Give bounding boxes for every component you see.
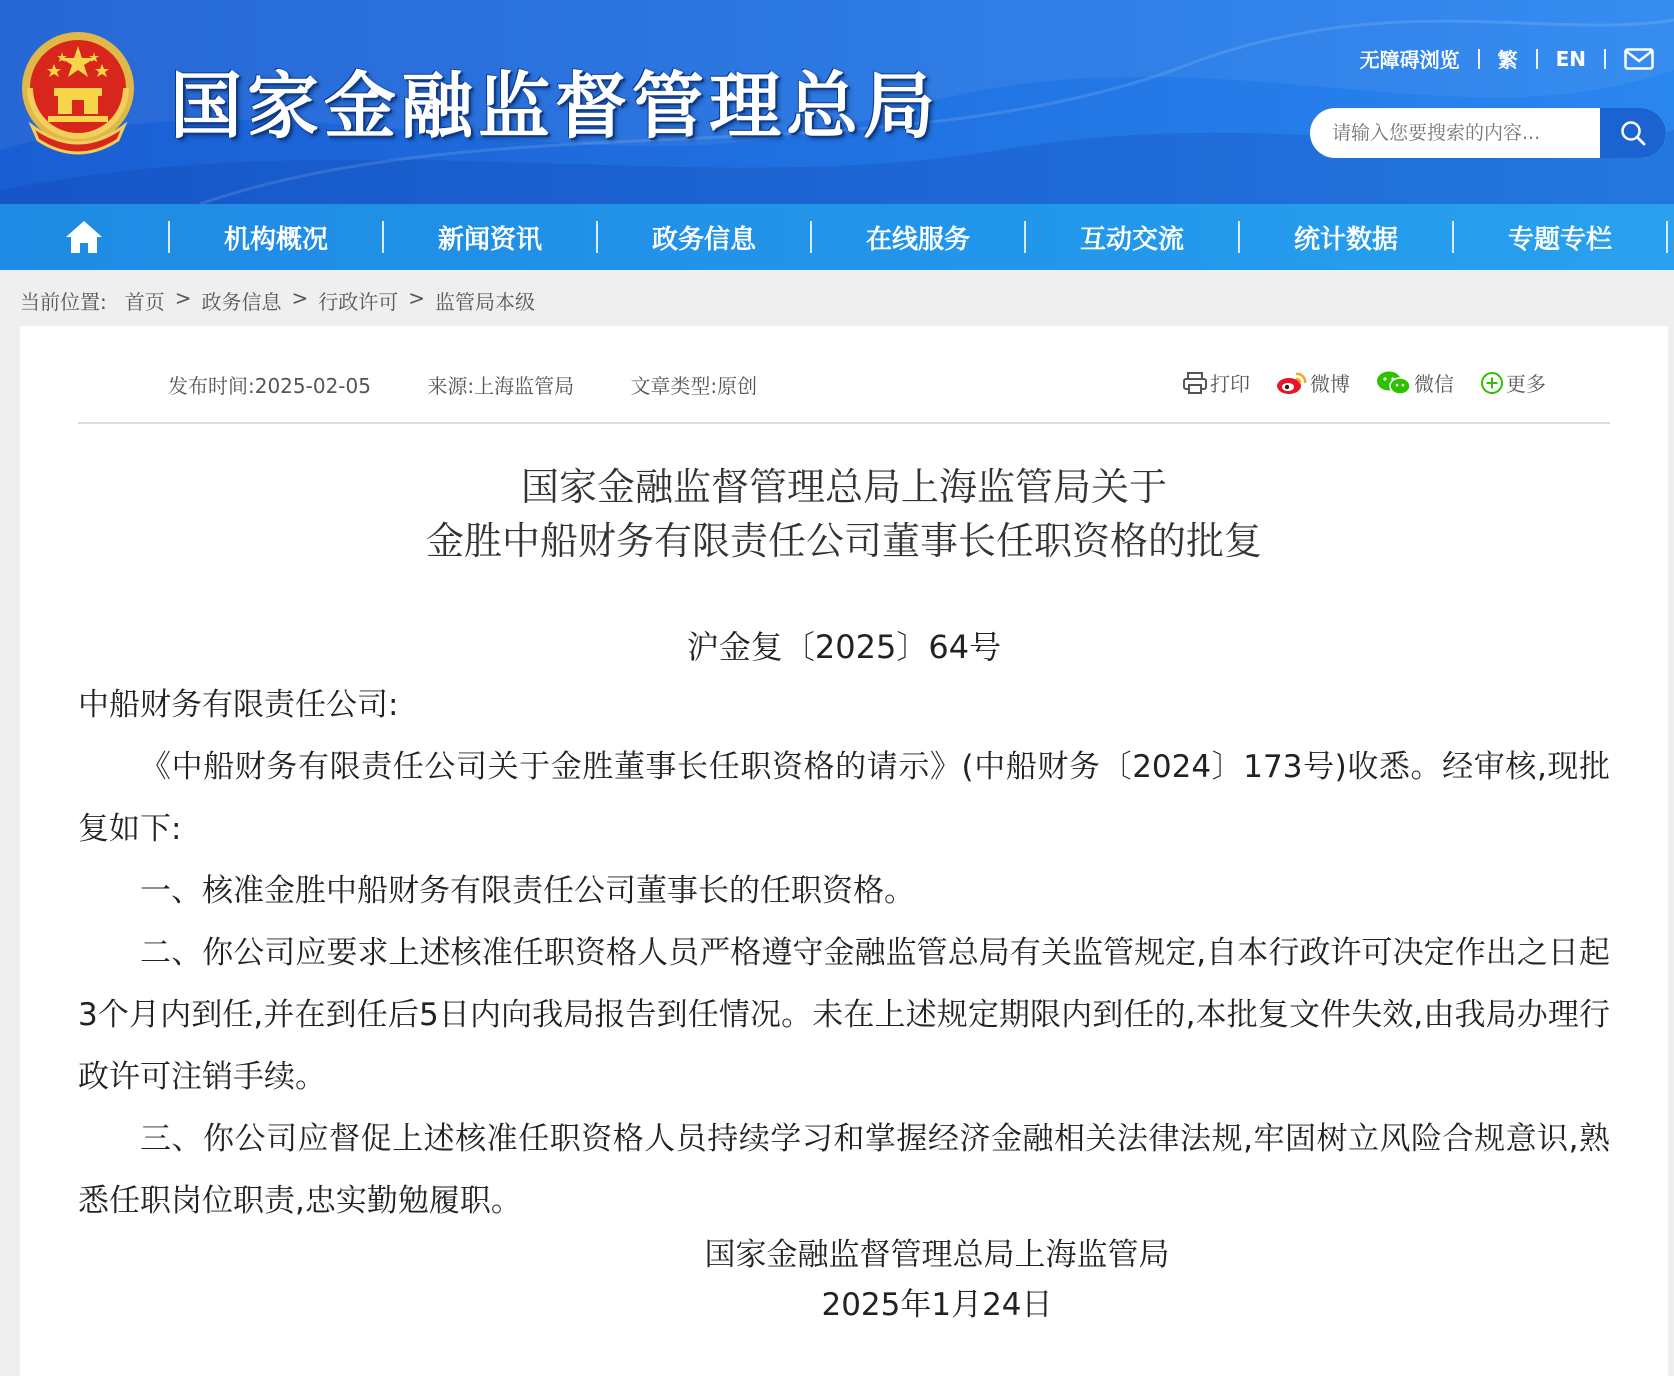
more-label: 更多 — [1506, 372, 1546, 396]
divider — [1536, 49, 1538, 69]
article-source: 来源:上海监管局 — [427, 374, 575, 398]
search-box — [1310, 108, 1666, 158]
site-title[interactable]: 国家金融监督管理总局 — [170, 63, 941, 148]
printer-icon — [1182, 371, 1208, 395]
nav-item-interaction[interactable]: 互动交流 — [1079, 224, 1184, 255]
search-button[interactable] — [1600, 108, 1666, 158]
weibo-label: 微博 — [1310, 372, 1350, 396]
breadcrumb-separator: > — [291, 286, 309, 310]
breadcrumb — [20, 286, 535, 315]
article-title-line-1: 国家金融监督管理总局上海监管局关于 — [520, 465, 1167, 509]
wechat-share-button[interactable] — [1376, 368, 1454, 397]
paragraph: 二、你公司应要求上述核准任职资格人员严格遵守金融监管总局有关监管规定,自本行政许可决定作出之日起3个月内到任,并在到任后5日内向我局报告到任情况。未在上述规定期限内到任的,本批复文件失效,由我局办理行政许可注销手续。 — [78, 935, 1610, 1095]
more-share-button[interactable] — [1480, 368, 1546, 397]
paragraph: 一、核准金胜中船财务有限责任公司董事长的任职资格。 — [140, 873, 915, 909]
breadcrumb-home[interactable]: 首页 — [124, 290, 165, 314]
divider — [1604, 49, 1606, 69]
breadcrumb-label: 当前位置: — [20, 290, 107, 314]
wechat-icon — [1376, 370, 1412, 396]
weibo-icon — [1276, 370, 1308, 396]
nav-item-special-topics[interactable]: 专题专栏 — [1507, 224, 1612, 255]
article-type: 文章类型:原创 — [630, 374, 758, 398]
breadcrumb-admin-license[interactable]: 行政许可 — [318, 290, 399, 314]
nav-divider — [1666, 221, 1668, 253]
wechat-label: 微信 — [1414, 372, 1454, 396]
article-title — [20, 460, 1668, 568]
english-link[interactable]: EN — [1555, 46, 1586, 71]
top-links — [1342, 44, 1654, 73]
article-title-line-2: 金胜中船财务有限责任公司董事长任职资格的批复 — [425, 519, 1262, 563]
salutation: 中船财务有限责任公司: — [78, 687, 399, 723]
nav-item-statistics[interactable]: 统计数据 — [1293, 224, 1398, 255]
breadcrumb-separator: > — [408, 286, 426, 310]
search-icon — [1619, 119, 1647, 147]
document-number: 沪金复〔2025〕64号 — [686, 628, 1002, 666]
nav-item-gov-info[interactable]: 政务信息 — [651, 224, 756, 255]
article-body — [78, 674, 1610, 1232]
meta-divider — [78, 422, 1610, 424]
divider — [1478, 49, 1480, 69]
article-panel — [20, 326, 1668, 1376]
paragraph: 三、你公司应督促上述核准任职资格人员持续学习和掌握经济金融相关法律法规,牢固树立风险合规意识,熟悉任职岗位职责,忠实勤勉履职。 — [78, 1121, 1610, 1219]
nav-item-about[interactable]: 机构概况 — [223, 224, 328, 255]
weibo-share-button[interactable] — [1276, 368, 1350, 397]
breadcrumb-separator: > — [174, 286, 192, 310]
traditional-chinese-link[interactable]: 繁 — [1497, 48, 1518, 72]
signature-block — [20, 1230, 1668, 1330]
mail-icon[interactable] — [1606, 48, 1654, 70]
plus-circle-icon — [1480, 371, 1504, 395]
publish-time: 发布时间:2025-02-05 — [168, 374, 371, 398]
share-bar — [1182, 368, 1546, 397]
nav-home[interactable] — [0, 204, 168, 270]
home-icon — [64, 219, 104, 255]
signature-date: 2025年1月24日 — [821, 1287, 1053, 1323]
nav-item-online-service[interactable]: 在线服务 — [865, 224, 970, 255]
nav-item-news[interactable]: 新闻资讯 — [437, 224, 542, 255]
paragraph: 《中船财务有限责任公司关于金胜董事长任职资格的请示》(中船财务〔2024〕173号)收悉。经审核,现批复如下: — [78, 749, 1610, 847]
print-button[interactable] — [1182, 368, 1250, 397]
national-emblem-icon — [18, 30, 138, 158]
accessibility-link[interactable]: 无障碍浏览 — [1359, 48, 1460, 72]
breadcrumb-bureau-level[interactable]: 监管局本级 — [435, 290, 536, 314]
main-nav — [0, 204, 1674, 270]
article-meta — [168, 370, 807, 399]
breadcrumb-gov-info[interactable]: 政务信息 — [201, 290, 282, 314]
print-label: 打印 — [1210, 372, 1250, 396]
search-input[interactable] — [1310, 108, 1602, 158]
site-header — [0, 0, 1674, 204]
signature-org: 国家金融监督管理总局上海监管局 — [704, 1237, 1170, 1273]
